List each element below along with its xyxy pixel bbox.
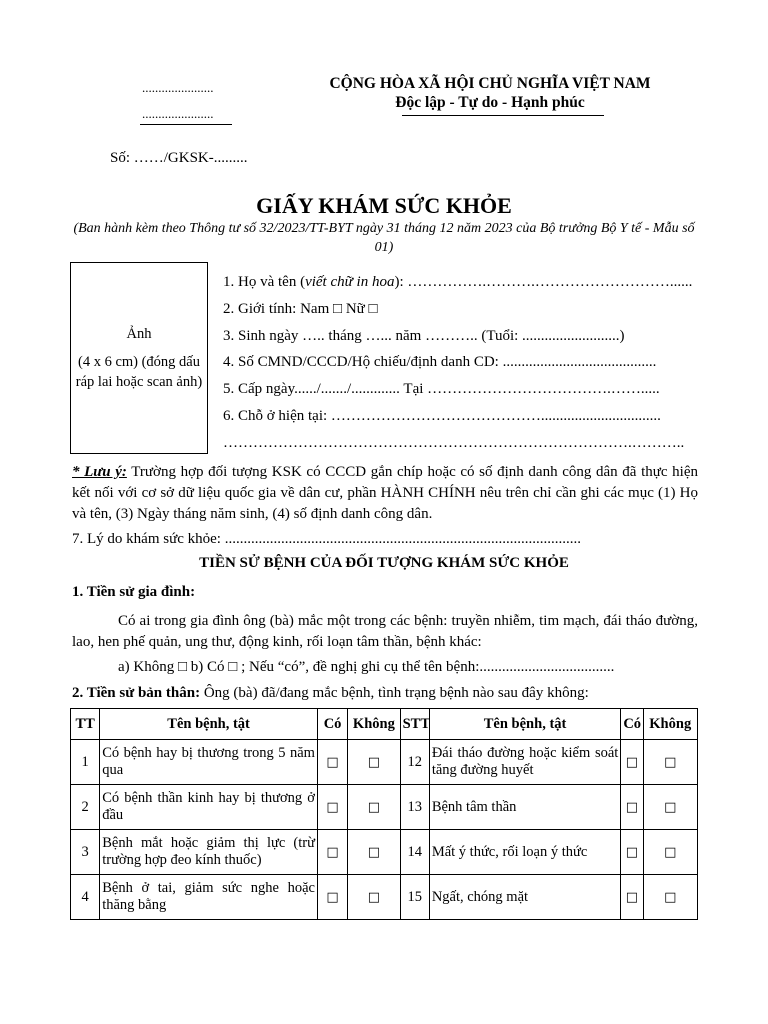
row-number: 2 [71,785,100,830]
col-header-tt: TT [71,709,100,740]
col-header-disease-2: Tên bệnh, tật [429,709,621,740]
personal-history-line [72,685,589,702]
note-paragraph [72,462,698,525]
yes-checkbox[interactable]: □ [317,785,347,830]
field-full-name-suffix: ): …………….……….………………………...... [394,274,693,290]
field-gender[interactable]: 2. Giới tính: Nam □ Nữ □ [223,301,378,317]
page-subtitle: (Ban hành kèm theo Thông tư số 32/2023/TT-BYT ngày 31 tháng 12 năm 2023 của Bộ trưởng Bộ Y tế - Mẫu số 01) [73,221,695,255]
no-checkbox[interactable]: □ [348,785,400,830]
no-checkbox[interactable]: □ [348,830,400,875]
table-row [71,875,698,920]
disease-name: Mất ý thức, rối loạn ý thức [429,830,621,875]
section-title: TIỀN SỬ BỆNH CỦA ĐỐI TƯỢNG KHÁM SỨC KHỎE [199,555,569,571]
header-left-rule [140,124,232,125]
yes-checkbox[interactable]: □ [317,740,347,785]
document-number: Số: ……/GKSK-......... [110,150,248,166]
disease-name: Bệnh mắt hoặc giảm thị lực (trừ trường hợp đeo kính thuốc) [100,830,318,875]
table-header-row [71,709,698,740]
family-history-text: Có ai trong gia đình ông (bà) mắc một trong các bệnh: truyền nhiễm, tim mạch, đái tháo đường, lao, hen phế quản, ung thư, động kinh, rối loạn tâm thần, bệnh khác: [72,613,698,650]
agency-name-placeholder: ...................... [142,80,214,95]
no-checkbox[interactable]: □ [643,785,698,830]
field-issue-date[interactable]: 5. Cấp ngày....../......./............. Tại ……………………………….……..... [223,381,660,397]
table-row [71,740,698,785]
field-address-continued[interactable]: ……………………………………………………………………….……….. [223,435,685,451]
disease-name: Có bệnh hay bị thương trong 5 năm qua [100,740,318,785]
yes-checkbox[interactable]: □ [621,830,643,875]
row-number: 12 [400,740,429,785]
photo-description: (4 x 6 cm) (đóng dấu ráp lai hoặc scan ảnh) [75,354,203,390]
field-full-name-hint: viết chữ in hoa [305,274,395,290]
disease-name: Đái tháo đường hoặc kiểm soát tăng đường huyết [429,740,621,785]
photo-label: Ảnh [126,326,152,342]
disease-name: Bệnh tâm thần [429,785,621,830]
no-checkbox[interactable]: □ [643,830,698,875]
yes-checkbox[interactable]: □ [621,785,643,830]
disease-name: Bệnh ở tai, giảm sức nghe hoặc thăng bằng [100,875,318,920]
field-full-name[interactable] [223,274,692,291]
no-checkbox[interactable]: □ [348,875,400,920]
note-label: * Lưu ý: [72,464,127,480]
table-row [71,830,698,875]
field-birth-date[interactable]: 3. Sinh ngày ….. tháng …... năm ……….. (Tuổi: ..........................) [223,328,625,344]
no-checkbox[interactable]: □ [643,740,698,785]
col-header-yes: Có [317,709,347,740]
row-number: 1 [71,740,100,785]
field-exam-reason[interactable]: 7. Lý do khám sức khỏe: ............................................................................................... [72,531,581,547]
family-history-heading: 1. Tiền sử gia đình: [72,584,196,600]
yes-checkbox[interactable]: □ [621,740,643,785]
row-number: 15 [400,875,429,920]
family-history-options[interactable]: a) Không □ b) Có □ ; Nếu “có”, đề nghị ghi cụ thể tên bệnh:.................................... [118,659,615,675]
yes-checkbox[interactable]: □ [317,875,347,920]
col-header-stt: STT [400,709,429,740]
facility-name-placeholder: ...................... [142,106,214,121]
disease-table [70,708,698,920]
col-header-disease: Tên bệnh, tật [100,709,318,740]
national-name: CỘNG HÒA XÃ HỘI CHỦ NGHĨA VIỆT NAM [329,75,651,92]
row-number: 14 [400,830,429,875]
col-header-yes-2: Có [621,709,643,740]
field-full-name-prefix: 1. Họ và tên ( [223,274,306,290]
yes-checkbox[interactable]: □ [317,830,347,875]
col-header-no-2: Không [643,709,698,740]
note-text: Trường hợp đối tượng KSK có CCCD gắn chíp hoặc có số định danh công dân đã thực hiện kết nối với cơ sở dữ liệu quốc gia về dân cư, phần HÀNH CHÍNH nêu trên chỉ cần ghi các mục (1) Họ và tên, (3) Ngày tháng năm sinh, (4) số định danh công dân. [72,464,698,522]
disease-name: Ngất, chóng mặt [429,875,621,920]
no-checkbox[interactable]: □ [348,740,400,785]
no-checkbox[interactable]: □ [643,875,698,920]
row-number: 4 [71,875,100,920]
field-id-number[interactable]: 4. Số CMND/CCCD/Hộ chiếu/định danh CD: ......................................... [223,354,657,370]
yes-checkbox[interactable]: □ [621,875,643,920]
personal-history-heading: 2. Tiền sử bản thân: [72,685,201,701]
motto-underline [402,115,604,116]
national-motto: Độc lập - Tự do - Hạnh phúc [395,94,585,111]
row-number: 3 [71,830,100,875]
row-number: 13 [400,785,429,830]
disease-name: Có bệnh thần kinh hay bị thương ở đầu [100,785,318,830]
page-title: GIẤY KHÁM SỨC KHỎE [256,193,512,218]
field-address[interactable]: 6. Chỗ ở hiện tại: ……………………………………................................ [223,408,661,424]
table-row [71,785,698,830]
photo-box [70,262,208,454]
col-header-no: Không [348,709,400,740]
personal-history-text: Ông (bà) đã/đang mắc bệnh, tình trạng bệnh nào sau đây không: [200,685,589,701]
